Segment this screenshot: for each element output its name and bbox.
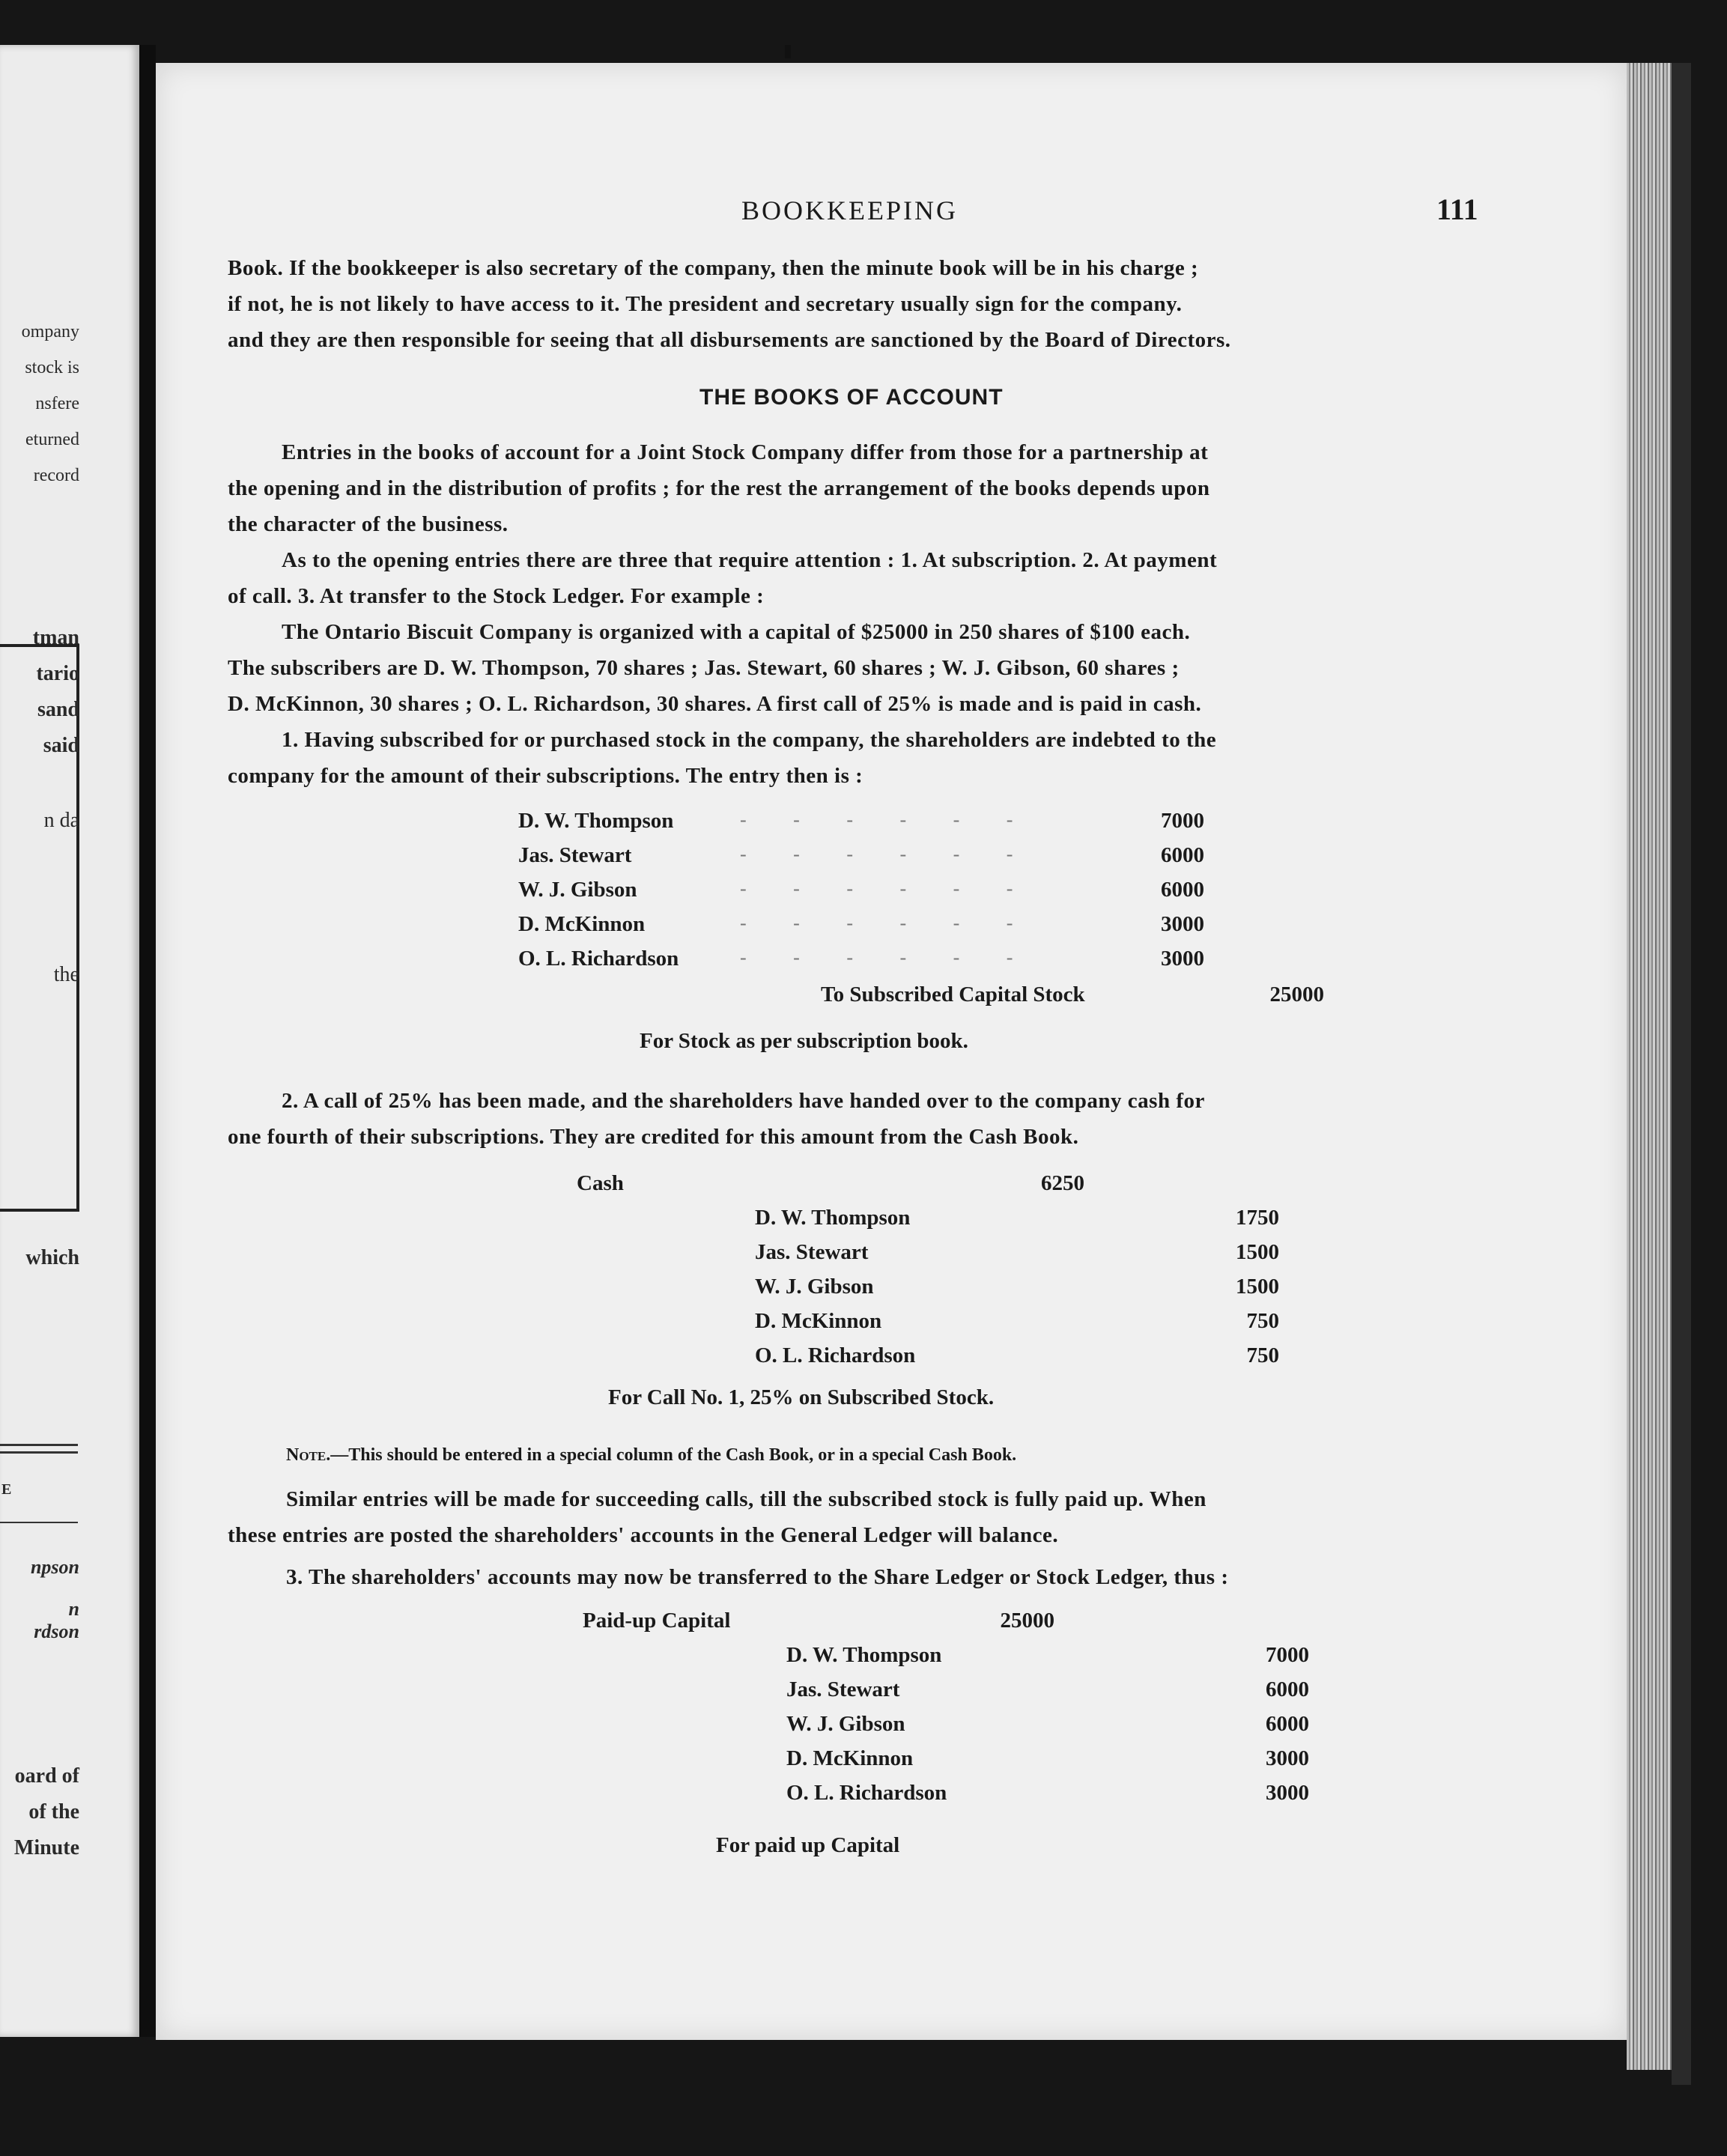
facing-page-fragment: of the [28,1800,79,1824]
facing-page-fragment: ompany [21,322,79,341]
journal-debit-name: Cash [577,1171,624,1195]
facing-page-fragment: oard of [14,1764,79,1788]
text-line: of call. 3. At transfer to the Stock Ledger. For example : [228,584,765,608]
journal-credit-name: O. L. Richardson [786,1781,947,1805]
journal-amount: 750 [1246,1343,1279,1367]
journal-debit-name: Paid-up Capital [583,1609,731,1633]
journal-amount: 3000 [1266,1781,1309,1805]
running-head: BOOKKEEPING [741,195,958,225]
page-edges [1627,63,1672,2070]
facing-page-fragment: stock is [25,358,79,377]
text-line: The subscribers are D. W. Thompson, 70 shares ; Jas. Stewart, 60 shares ; W. J. Gibson, 60 shares ; [228,656,1180,680]
text-line: The Ontario Biscuit Company is organized with a capital of $25000 in 250 shares of $100 each. [282,620,1191,644]
text-line: Similar entries will be made for succeeding calls, till the subscribed stock is fully paid up. When [286,1487,1207,1511]
text-line: As to the opening entries there are three that require attention : 1. At subscription. 2. At payment [282,548,1218,572]
journal-amount: 3000 [1266,1746,1309,1770]
facing-page-fragment: sand [37,698,79,721]
facing-page-box [0,644,79,1212]
journal-credit-name: Jas. Stewart [786,1677,900,1701]
leader-dots: - - - - - - [740,947,1034,968]
journal-amount: 6250 [1041,1171,1084,1195]
journal-amount: 750 [1246,1309,1279,1333]
binding-gutter [139,45,156,2037]
note-label: Note. [286,1445,331,1465]
journal-narration: For paid up Capital [716,1833,900,1857]
journal-credit-name: D. W. Thompson [786,1643,942,1667]
journal-credit-label: To Subscribed Capital Stock [821,983,1085,1006]
note-text: —This should be entered in a special column of the Cash Book, or in a special Cash Book. [330,1445,1017,1465]
facing-page-fragment: nsfere [35,394,79,413]
journal-amount: 7000 [1161,809,1204,833]
book-cover-edge [1672,63,1691,2085]
text-line: Entries in the books of account for a Joint Stock Company differ from those for a partnership at [282,440,1209,464]
journal-amount: 1500 [1236,1275,1279,1299]
facing-page-rule [0,1522,78,1523]
text-line: if not, he is not likely to have access to it. The president and secretary usually sign for the company. [228,292,1183,316]
journal-credit-name: D. W. Thompson [755,1206,911,1230]
text-line: the character of the business. [228,512,509,536]
leader-dots: - - - - - - [740,843,1034,865]
facing-page-rule [0,1451,78,1454]
facing-page-fragment: npson [30,1556,79,1578]
journal-amount: 3000 [1161,947,1204,971]
journal-narration: For Call No. 1, 25% on Subscribed Stock. [608,1385,995,1409]
text-line: the opening and in the distribution of profits ; for the rest the arrangement of the books depends upon [228,476,1210,500]
text-line: 1. Having subscribed for or purchased stock in the company, the shareholders are indebted to the [282,728,1217,752]
facing-page-fragment: record [33,466,79,485]
journal-credit-name: O. L. Richardson [755,1343,916,1367]
book-page [156,63,1627,2040]
journal-credit-name: W. J. Gibson [755,1275,874,1299]
journal-credit-name: D. McKinnon [786,1746,914,1770]
text-line: company for the amount of their subscriptions. The entry then is : [228,764,864,788]
journal-amount: 7000 [1266,1643,1309,1667]
section-heading: THE BOOKS OF ACCOUNT [699,385,1004,410]
journal-debit-name: O. L. Richardson [518,947,679,971]
journal-debit-name: D. McKinnon [518,912,646,936]
facing-page-fragment: eturned [25,430,79,449]
text-line: 2. A call of 25% has been made, and the shareholders have handed over to the company cash for [282,1089,1205,1113]
facing-page-fragment: tman [32,626,79,649]
journal-amount: 6000 [1161,878,1204,902]
facing-page-fragment: which [25,1246,79,1269]
leader-dots: - - - - - - [740,809,1034,830]
journal-amount: 1750 [1236,1206,1279,1230]
text-line: 3. The shareholders' accounts may now be transferred to the Share Ledger or Stock Ledger, thus : [286,1565,1229,1589]
text-line: one fourth of their subscriptions. They are credited for this amount from the Cash Book. [228,1125,1079,1149]
journal-credit-name: Jas. Stewart [755,1240,869,1264]
facing-page-fragment: rdson [34,1621,79,1642]
leader-dots: - - - - - - [740,878,1034,899]
journal-amount: 6000 [1161,843,1204,867]
facing-page-fragment: said [43,734,79,757]
journal-credit-name: W. J. Gibson [786,1712,905,1736]
page-number: 111 [1436,192,1478,226]
text-line: these entries are posted the shareholders' accounts in the General Ledger will balance. [228,1523,1059,1547]
facing-page-fragment: tario [36,662,79,685]
note [286,1445,1016,1466]
scan-mark [785,45,791,58]
facing-page-fragment: n da [43,809,79,832]
journal-narration: For Stock as per subscription book. [640,1029,968,1053]
journal-amount: 6000 [1266,1712,1309,1736]
facing-page-rule [0,1444,78,1446]
journal-amount: 1500 [1236,1240,1279,1264]
text-line: and they are then responsible for seeing that all disbursements are sanctioned by the Board of Directors. [228,328,1231,352]
leader-dots: - - - - - - [740,912,1034,934]
facing-page-fragment: the [53,963,79,986]
facing-page-fragment: Minute [13,1836,79,1859]
text-line: D. McKinnon, 30 shares ; O. L. Richardson, 30 shares. A first call of 25% is made and is paid in cash. [228,692,1202,716]
journal-credit-name: D. McKinnon [755,1309,882,1333]
text-line: Book. If the bookkeeper is also secretary of the company, then the minute book will be in his charge ; [228,256,1199,280]
facing-page-fragment: E [1,1481,12,1498]
journal-amount: 6000 [1266,1677,1309,1701]
journal-amount: 25000 [1000,1609,1054,1633]
journal-debit-name: W. J. Gibson [518,878,637,902]
journal-debit-name: Jas. Stewart [518,843,632,867]
journal-amount: 3000 [1161,912,1204,936]
journal-amount: 25000 [1269,983,1324,1006]
journal-debit-name: D. W. Thompson [518,809,674,833]
facing-page-fragment: n [68,1598,79,1620]
facing-page [0,45,139,2037]
